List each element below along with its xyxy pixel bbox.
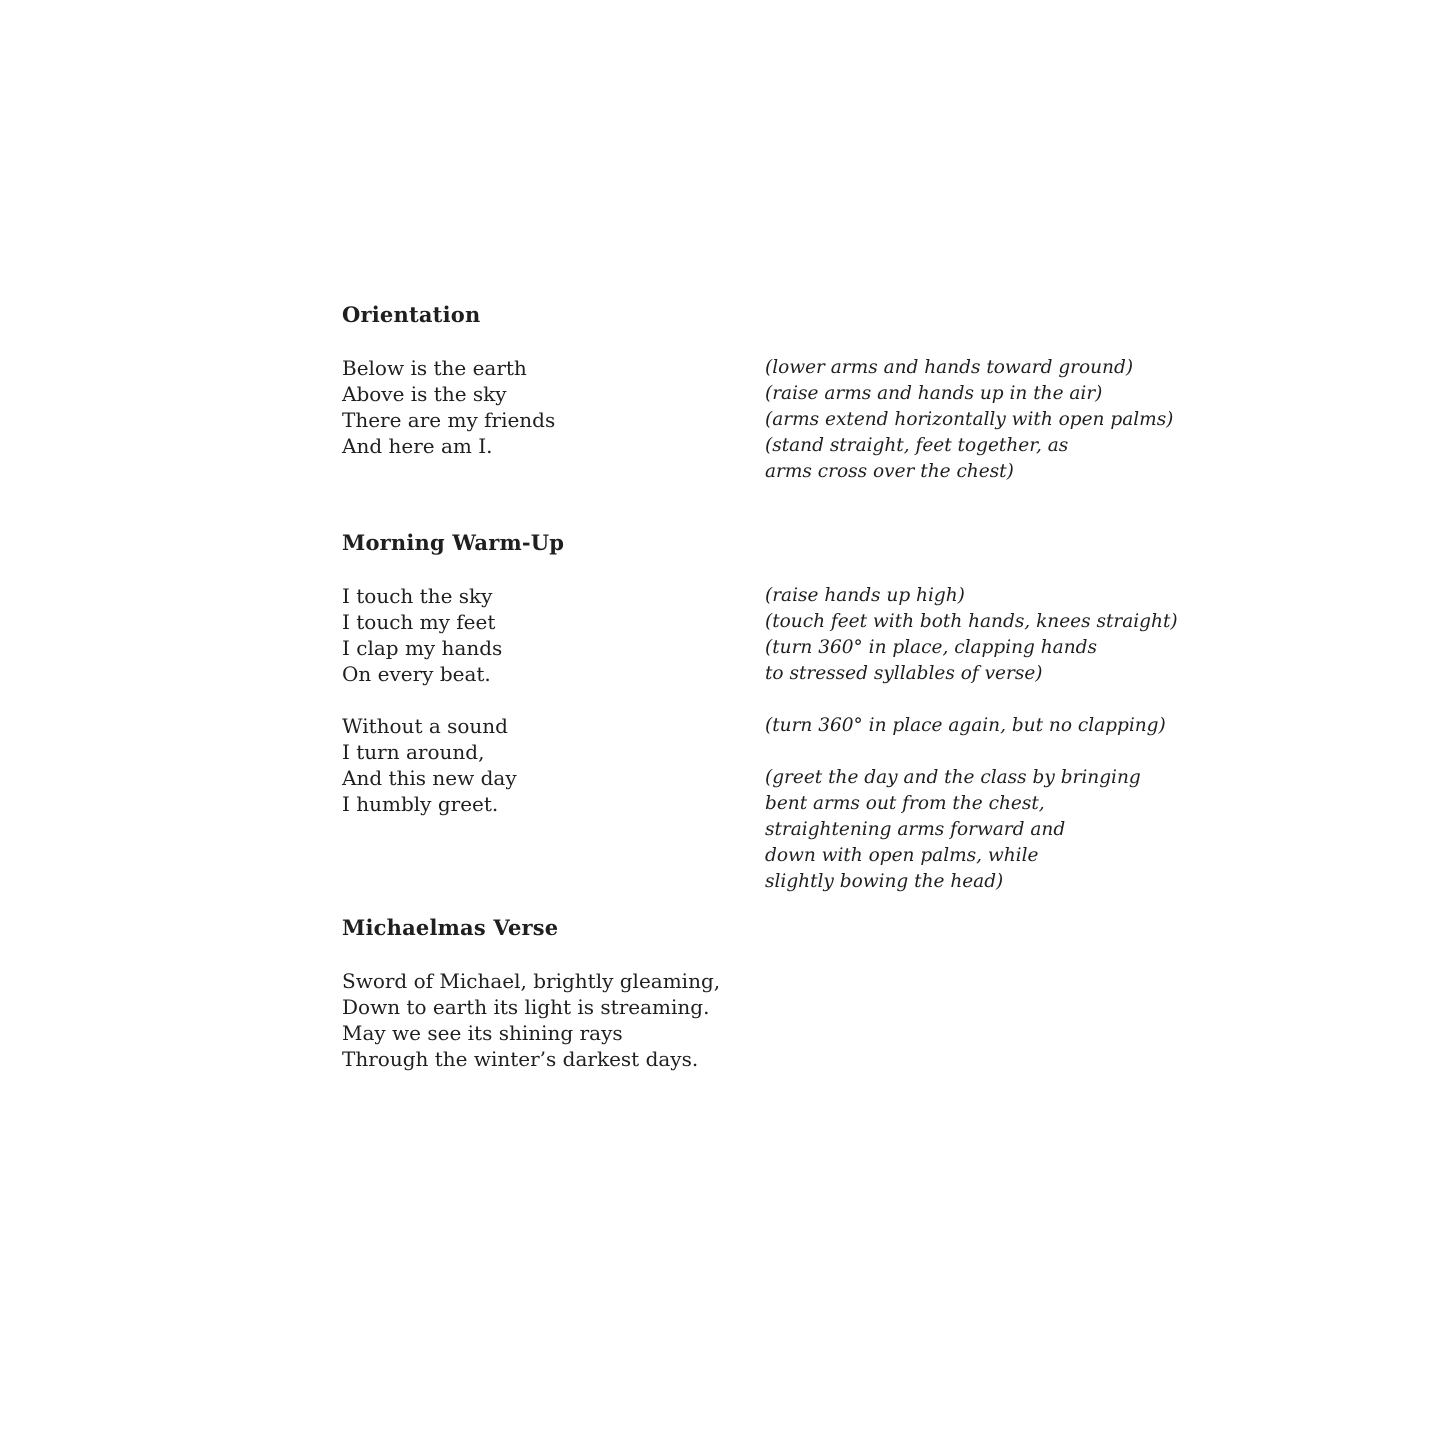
verse-column bbox=[342, 355, 765, 459]
page-content bbox=[342, 302, 1178, 1072]
verse-line: I touch my feet bbox=[342, 610, 496, 634]
verse-line: I clap my hands bbox=[342, 636, 503, 660]
action-column bbox=[765, 583, 1178, 687]
stanza bbox=[342, 583, 1178, 687]
action-column bbox=[765, 713, 1166, 895]
verse-line: Through the winter’s darkest days. bbox=[342, 1047, 699, 1071]
action-line: (stand straight, feet together, as bbox=[765, 435, 1069, 456]
verse-line: Down to earth its light is streaming. bbox=[342, 995, 710, 1019]
action-line: slightly bowing the head) bbox=[765, 871, 1004, 892]
verse-line: On every beat. bbox=[342, 662, 491, 686]
stanza bbox=[342, 355, 1174, 485]
action-line: down with open palms, while bbox=[765, 845, 1039, 866]
verse-line: I touch the sky bbox=[342, 584, 493, 608]
action-column bbox=[765, 355, 1173, 485]
action-line: (greet the day and the class by bringing bbox=[765, 767, 1141, 788]
action-line: bent arms out from the chest, bbox=[765, 793, 1045, 814]
stanza bbox=[342, 713, 1166, 895]
action-line: arms cross over the chest) bbox=[765, 461, 1014, 482]
action-line: (arms extend horizontally with open palms) bbox=[765, 409, 1174, 430]
section-morning-warm-up bbox=[342, 530, 1178, 895]
action-line: (lower arms and hands toward ground) bbox=[765, 357, 1134, 378]
verse-line: There are my friends bbox=[342, 408, 556, 432]
verse-line: I humbly greet. bbox=[342, 792, 499, 816]
section-heading-michaelmas-verse: Michaelmas Verse bbox=[342, 915, 559, 940]
action-line: (touch feet with both hands, knees straight) bbox=[765, 611, 1178, 632]
verse-line: And here am I. bbox=[342, 434, 493, 458]
action-line: (turn 360° in place again, but no clapping) bbox=[765, 715, 1166, 736]
verse-line: And this new day bbox=[342, 766, 517, 790]
section-orientation bbox=[342, 302, 1174, 485]
action-line: to stressed syllables of verse) bbox=[765, 663, 1043, 684]
action-line: (raise arms and hands up in the air) bbox=[765, 383, 1103, 404]
action-line: straightening arms forward and bbox=[765, 819, 1066, 840]
action-line bbox=[765, 739, 1166, 765]
verse-line: Without a sound bbox=[342, 714, 508, 738]
verse-column bbox=[342, 583, 765, 687]
action-line: (raise hands up high) bbox=[765, 585, 965, 606]
verse-line: I turn around, bbox=[342, 740, 485, 764]
verse-line: Below is the earth bbox=[342, 356, 527, 380]
verse-column bbox=[342, 968, 765, 1072]
stanza bbox=[342, 968, 1142, 1072]
verse-line: Above is the sky bbox=[342, 382, 507, 406]
section-heading-orientation: Orientation bbox=[342, 302, 481, 327]
section-heading-morning-warm-up: Morning Warm-Up bbox=[342, 530, 565, 555]
action-line: (turn 360° in place, clapping hands bbox=[765, 637, 1097, 658]
section-michaelmas-verse bbox=[342, 915, 1142, 1072]
verse-line: Sword of Michael, brightly gleaming, bbox=[342, 969, 721, 993]
verse-column bbox=[342, 713, 765, 817]
verse-line: May we see its shining rays bbox=[342, 1021, 623, 1045]
